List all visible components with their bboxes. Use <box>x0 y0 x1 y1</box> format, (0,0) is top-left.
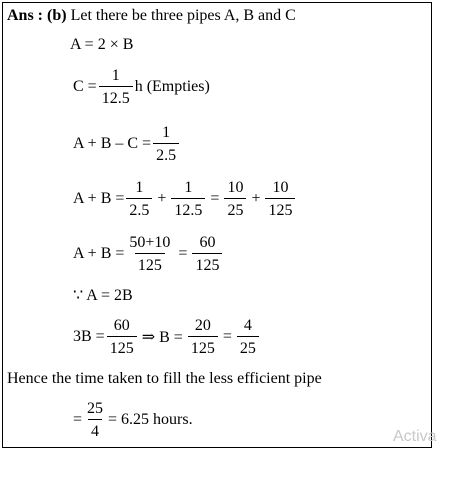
numerator: 1 <box>135 179 144 196</box>
equation-a-plus-b-combined <box>73 234 224 274</box>
denominator: 125 <box>192 253 222 274</box>
fraction <box>107 317 137 357</box>
operator: ⇒ B = <box>141 329 183 346</box>
operator: = <box>222 328 232 345</box>
denominator: 125 <box>107 336 137 357</box>
denominator: 25 <box>224 198 246 219</box>
denominator: 125 <box>135 253 165 274</box>
conclusion-text: Hence the time taken to fill the less efficient pipe <box>7 370 322 387</box>
equation-since-a-2b: ∵ A = 2B <box>73 287 133 304</box>
fraction <box>237 317 259 357</box>
fraction <box>265 179 295 219</box>
eq-rest: = 6.25 hours. <box>108 411 193 428</box>
operator: + <box>251 190 261 207</box>
numerator: 25 <box>87 400 104 417</box>
fraction <box>99 67 133 107</box>
numerator: 1 <box>111 67 120 84</box>
eq-lhs: C = <box>73 78 97 95</box>
equation-a-equals-2b: A = 2 × B <box>70 36 134 53</box>
numerator: 50+10 <box>129 234 171 251</box>
equation-a-plus-b-sum <box>73 179 297 219</box>
numerator: 60 <box>113 317 130 334</box>
numerator: 20 <box>194 317 211 334</box>
fraction <box>188 317 218 357</box>
eq-lhs: = <box>73 411 83 428</box>
fraction <box>153 124 179 164</box>
equation-3b <box>73 317 261 357</box>
denominator: 2.5 <box>126 198 152 219</box>
denominator: 25 <box>237 336 259 357</box>
equation-c <box>73 67 210 107</box>
fraction <box>171 179 205 219</box>
answer-label: Ans : (b) <box>7 7 67 24</box>
denominator: 125 <box>265 198 295 219</box>
fraction <box>224 179 246 219</box>
denominator: 125 <box>188 336 218 357</box>
fraction <box>126 179 152 219</box>
numerator: 1 <box>162 124 171 141</box>
eq-lhs: A + B = <box>73 245 125 262</box>
operator: + <box>157 190 167 207</box>
numerator: 4 <box>243 317 252 334</box>
eq-lhs: A + B – C = <box>73 135 152 152</box>
denominator: 4 <box>88 419 102 440</box>
eq-lhs: A + B = <box>73 190 125 207</box>
eq-lhs: 3B = <box>73 328 105 345</box>
numerator: 1 <box>184 179 193 196</box>
equation-a-plus-b-minus-c <box>73 124 181 164</box>
eq-rest: h (Empties) <box>134 78 210 95</box>
denominator: 12.5 <box>99 86 133 107</box>
activation-watermark: Activa <box>393 428 437 445</box>
operator: = <box>178 245 188 262</box>
operator: = <box>210 190 220 207</box>
fraction <box>192 234 222 274</box>
fraction <box>84 400 106 440</box>
numerator: 60 <box>199 234 216 251</box>
fraction <box>126 234 173 274</box>
numerator: 10 <box>227 179 244 196</box>
equation-final-time <box>73 400 193 440</box>
denominator: 12.5 <box>171 198 205 219</box>
answer-heading <box>7 7 296 25</box>
answer-intro: Let there be three pipes A, B and C <box>66 7 296 24</box>
numerator: 10 <box>272 179 289 196</box>
denominator: 2.5 <box>153 143 179 164</box>
